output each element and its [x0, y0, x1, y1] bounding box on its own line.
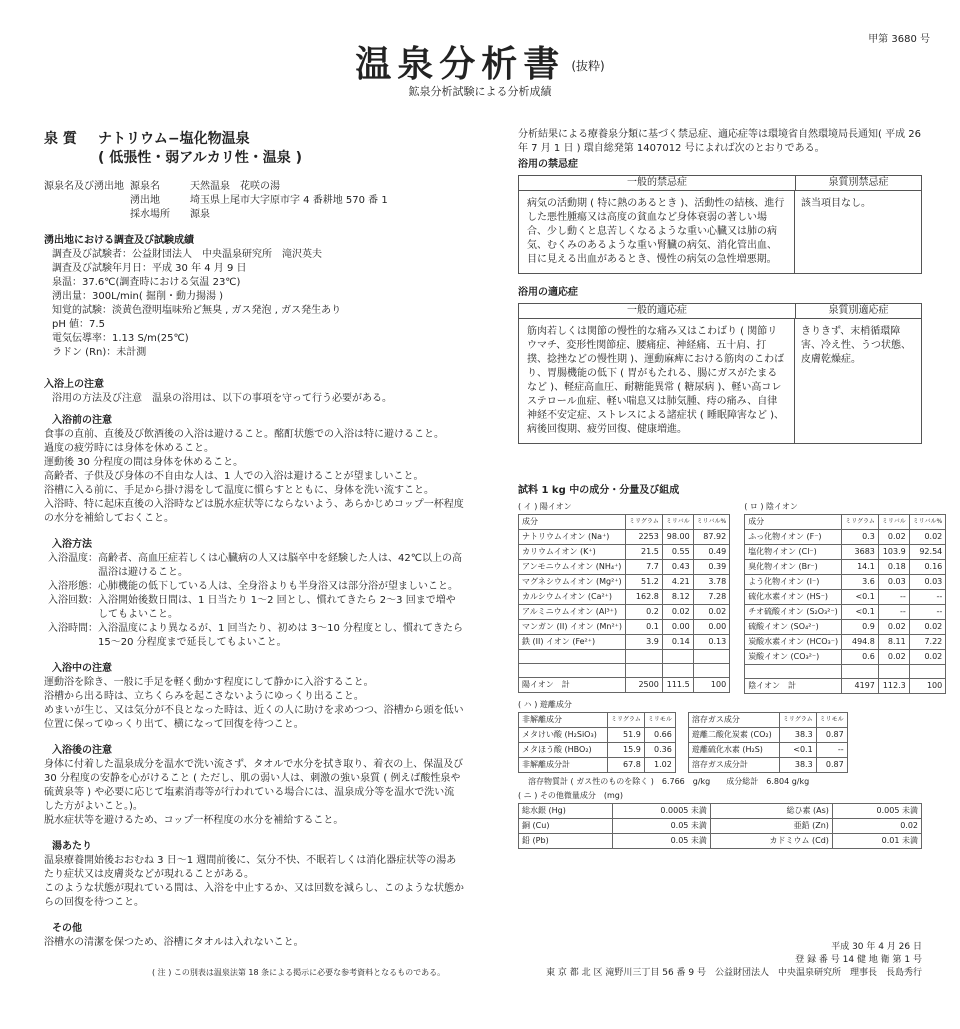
total-cell: 111.5: [662, 678, 693, 693]
component-value: 8.12: [662, 590, 693, 605]
blank-cell: [878, 665, 909, 679]
blank-row: [519, 664, 730, 678]
component-value: カドミウム (Cd): [710, 834, 832, 849]
component-value: 0.02: [909, 530, 946, 545]
survey-heading: 湧出地における調査及び試験成績: [44, 235, 194, 246]
column-header: 溶存ガス成分: [688, 713, 779, 728]
table-row: [519, 728, 676, 743]
component-value: 3.9: [626, 635, 663, 650]
table-row: [745, 575, 946, 590]
solid-total: 溶存物質計 ( ガス性のものを除く ) 6.766 g/kg 成分総計 6.804 g/kg: [528, 777, 810, 786]
table-row: [745, 620, 946, 635]
method-value: 入浴開始後数日間は、1 日当たり 1〜2 回とし、慣れてきたら 2〜3 回まで増やしてもよいこと。: [98, 595, 456, 620]
column-header: ミリバル%: [693, 515, 730, 530]
survey-line: ラドン (Rn)：未計測: [52, 347, 147, 358]
table-row: [519, 560, 730, 575]
component-name: アンモニウムイオン (NH₄⁺): [519, 560, 626, 575]
yuatari-line: このような状態が現れている間は、入浴を中止するか、又は回数を減らし、このような状態からの回復を待つこと。: [44, 883, 464, 908]
component-value: 0.02: [909, 650, 946, 665]
component-value: --: [878, 590, 909, 605]
column-header: ミリバル: [878, 515, 909, 530]
source-row: [130, 194, 388, 208]
total-cell: 非解離成分計: [519, 758, 608, 773]
before-line: 過度の疲労時には身体を休めること。: [44, 443, 214, 454]
component-value: 51.9: [608, 728, 645, 743]
before-line: 入浴時、特に起床直後の入浴時などは脱水症状等にならないよう、あらかじめコップ一杯程度の水分を補給しておくこと。: [44, 499, 464, 524]
before-line: 食事の直前、直後及び飲酒後の入浴は避けること。酩酊状態での入浴は特に避けること。: [44, 429, 444, 440]
component-value: 0.00: [662, 620, 693, 635]
blank-cell: [662, 664, 693, 678]
total-row: [519, 678, 730, 693]
spring-quality-label: 泉 質: [44, 131, 77, 147]
indic-box: [518, 303, 922, 444]
table-row: [519, 635, 730, 650]
component-value: 0.18: [878, 560, 909, 575]
contra-heading: 浴用の禁忌症: [518, 159, 578, 170]
component-name: 臭化物イオン (Br⁻): [745, 560, 842, 575]
survey-line: 調査及び試験年月日：平成 30 年 4 月 9 日: [52, 263, 247, 274]
indic-general-header: 一般的適応症: [519, 304, 796, 318]
indic-heading: 浴用の適応症: [518, 287, 578, 298]
ion-tables: [518, 500, 943, 694]
component-value: 0.49: [693, 545, 730, 560]
title-note: (抜粋): [571, 59, 605, 73]
indic-header: [519, 304, 921, 319]
table-row: [745, 605, 946, 620]
footnote: ( 注 ) この別表は温泉法第 18 条による掲示に必要な参考資料となるものである。: [152, 968, 446, 977]
after-line: 脱水症状等を避けるため、コップ一杯程度の水分を補給すること。: [44, 815, 344, 826]
component-value: 0.00: [693, 620, 730, 635]
component-value: 21.5: [626, 545, 663, 560]
total-cell: 0.87: [816, 758, 847, 773]
component-value: 14.1: [842, 560, 879, 575]
component-value: --: [909, 605, 946, 620]
table-row: [745, 545, 946, 560]
component-value: 0.02: [693, 605, 730, 620]
table-header-row: [745, 515, 946, 530]
table-header-row: [688, 713, 847, 728]
contra-general-text: 病気の活動期 ( 特に熱のあるとき )、活動性の結核、進行した悪性腫瘍又は高度の貧血など身体衰弱の著しい場合、少し動くと息苦しくなるような重い心臓又は肺の病気、むくみのあるような重い腎臓の病気、消化管出血、目に見える出血があるとき、慢性の病気の急性増悪期。: [519, 191, 795, 273]
component-value: --: [878, 605, 909, 620]
column-header: ミリグラム: [779, 713, 816, 728]
contra-general-header: 一般的禁忌症: [519, 176, 796, 190]
survey-line: 湧出量：300L/min( 掘削・動力揚湯 ): [52, 291, 224, 302]
component-name: 総水銀 (Hg): [519, 804, 613, 819]
blank-cell: [626, 664, 663, 678]
component-value: 3683: [842, 545, 879, 560]
anion-table: [744, 514, 946, 694]
blank-cell: [745, 665, 842, 679]
survey-line: pH 値：7.5: [52, 319, 105, 330]
total-cell: 100: [693, 678, 730, 693]
table-row: [519, 819, 922, 834]
source-value: 天然温泉 花咲の湯: [190, 181, 280, 192]
component-value: 0.02: [878, 530, 909, 545]
blank-cell: [842, 665, 879, 679]
free-tables: [518, 712, 922, 773]
total-cell: 陰イオン 計: [745, 679, 842, 694]
component-value: 38.3: [779, 728, 816, 743]
method-row: [44, 580, 464, 594]
indic-specific-text: きりきず、末梢循環障害、冷え性、うつ状態、皮膚乾燥症。: [801, 326, 911, 365]
component-name: ナトリウムイオン (Na⁺): [519, 530, 626, 545]
component-value: 7.28: [693, 590, 730, 605]
caution-section: [44, 378, 464, 406]
method-heading: 入浴方法: [52, 539, 92, 550]
component-value: 494.8: [842, 635, 879, 650]
component-value: --: [909, 590, 946, 605]
total-row: [745, 679, 946, 694]
component-value: 0.01 未満: [832, 834, 921, 849]
total-cell: 67.8: [608, 758, 645, 773]
table-row: [745, 650, 946, 665]
column-header: ミリグラム: [608, 713, 645, 728]
component-name: カリウムイオン (K⁺): [519, 545, 626, 560]
component-value: <0.1: [779, 743, 816, 758]
yuatari-heading: 湯あたり: [52, 841, 92, 852]
total-cell: 100: [909, 679, 946, 694]
component-value: 0.13: [693, 635, 730, 650]
method-row: [44, 622, 464, 650]
total-cell: 4197: [842, 679, 879, 694]
after-line: 身体に付着した温泉成分を温水で洗い流さず、タオルで水分を拭き取り、着衣の上、保温及び 30 分程度の安静を心がけること ( ただし、肌の弱い人は、刺激の強い泉質 ( 例えば酸性泉や硫黄泉等 ) や必要に応じて塩素消毒等が行われている場合には、温泉成分等を温水で洗い流した方がよいこと。)。: [44, 759, 464, 812]
source-value: 埼玉県上尾市大字原市字 4 番耕地 570 番 1: [190, 195, 388, 206]
component-name: カルシウムイオン (Ca²⁺): [519, 590, 626, 605]
component-value: 0.02: [832, 819, 921, 834]
indic-specific-header: 泉質別適応症: [828, 305, 889, 316]
method-value: 高齢者、高血圧症若しくは心臓病の人又は脳卒中を経験した人は、42℃以上の高温浴は避けること。: [98, 553, 462, 578]
component-value: 0.03: [909, 575, 946, 590]
component-value: 4.21: [662, 575, 693, 590]
table-row: [745, 635, 946, 650]
method-row: [44, 552, 464, 580]
column-header: ミリバル: [662, 515, 693, 530]
before-line: 高齢者、子供及び身体の不自由な人は、1 人での入浴は避けることが望ましいこと。: [44, 471, 424, 482]
spring-quality-name: ナトリウム−塩化物温泉: [98, 131, 250, 147]
component-value: 0.02: [909, 620, 946, 635]
blank-row: [519, 650, 730, 664]
component-value: 亜鉛 (Zn): [710, 819, 832, 834]
blank-row: [745, 665, 946, 679]
component-value: 0.02: [878, 650, 909, 665]
method-value: 入浴温度により異なるが、1 回当たり、初めは 3〜10 分程度とし、慣れてきたら 15〜20 分程度まで延長してもよいこと。: [98, 623, 463, 648]
component-value: 2253: [626, 530, 663, 545]
table-row: [519, 743, 676, 758]
survey-section: [44, 234, 464, 360]
page-subtitle: 鉱泉分析試験による分析成績: [408, 85, 552, 98]
before-section: [44, 414, 464, 526]
component-value: 0.1: [626, 620, 663, 635]
total-row: [519, 758, 676, 773]
component-value: 103.9: [878, 545, 909, 560]
page-title-block: [0, 36, 960, 87]
component-value: 92.54: [909, 545, 946, 560]
cation-table: [518, 514, 730, 693]
footer-block: [546, 941, 922, 980]
blank-cell: [519, 664, 626, 678]
column-header: ミリバル%: [909, 515, 946, 530]
table-row: [519, 804, 922, 819]
blank-cell: [626, 650, 663, 664]
total-cell: 2500: [626, 678, 663, 693]
after-section: [44, 744, 464, 828]
other-heading: その他: [52, 923, 82, 934]
component-name: 硫化水素イオン (HS⁻): [745, 590, 842, 605]
column-header: 成分: [745, 515, 842, 530]
component-value: 8.11: [878, 635, 909, 650]
source-row: [130, 208, 388, 222]
contra-header: [519, 176, 921, 191]
component-value: 0.36: [644, 743, 675, 758]
component-name: 炭酸イオン (CO₃²⁻): [745, 650, 842, 665]
contra-specific-header: 泉質別禁忌症: [828, 177, 889, 188]
component-value: 162.8: [626, 590, 663, 605]
blank-cell: [693, 664, 730, 678]
component-value: 0.43: [662, 560, 693, 575]
survey-line: 知覚的試験：淡黄色澄明塩味殆ど無臭 , ガス発泡 , ガス発生あり: [52, 305, 342, 316]
component-name: チオ硫酸イオン (S₂O₃²⁻): [745, 605, 842, 620]
component-name: ふっ化物イオン (F⁻): [745, 530, 842, 545]
survey-lines: [44, 248, 464, 360]
table-row: [519, 834, 922, 849]
during-line: 運動浴を除き、一般に手足を軽く動かす程度にして静かに入浴すること。: [44, 677, 374, 688]
component-name: マグネシウムイオン (Mg²⁺): [519, 575, 626, 590]
total-row: [688, 758, 847, 773]
component-value: 87.92: [693, 530, 730, 545]
component-value: 0.02: [662, 605, 693, 620]
component-value: 0.2: [626, 605, 663, 620]
component-value: 0.66: [644, 728, 675, 743]
nd-label: ( ハ ) 遊離成分: [518, 700, 572, 709]
table-row: [519, 530, 730, 545]
method-row: [44, 594, 464, 622]
total-cell: 1.02: [644, 758, 675, 773]
caution-heading: 入浴上の注意: [44, 379, 104, 390]
source-key: 湧出地: [130, 195, 160, 206]
blank-cell: [662, 650, 693, 664]
source-row: [130, 180, 388, 194]
component-value: <0.1: [842, 605, 879, 620]
total-cell: 陽イオン 計: [519, 678, 626, 693]
component-value: 0.05 未満: [612, 834, 710, 849]
source-key: 源泉名: [130, 181, 160, 192]
blank-cell: [693, 650, 730, 664]
table-row: [745, 590, 946, 605]
during-line: 浴槽から出る時は、立ちくらみを起こさないようにゆっくり出ること。: [44, 691, 364, 702]
component-name: 遊離二酸化炭素 (CO₂): [688, 728, 779, 743]
blank-cell: [519, 650, 626, 664]
table-row: [519, 575, 730, 590]
component-name: よう化物イオン (I⁻): [745, 575, 842, 590]
during-section: [44, 662, 464, 732]
document-number: 甲第 3680 号: [868, 34, 930, 45]
table-row: [519, 590, 730, 605]
before-heading: 入浴前の注意: [52, 415, 112, 426]
source-label: 源泉名及び湧出地: [44, 181, 124, 192]
left-column: [44, 130, 464, 950]
footer-date: 平成 30 年 4 月 26 日: [831, 942, 922, 952]
before-line: 運動後 30 分程度の間は身体を休めること。: [44, 457, 244, 468]
table-header-row: [519, 713, 676, 728]
survey-line: 調査及び試験者：公益財団法人 中央温泉研究所 滝沢英夫: [52, 249, 322, 260]
component-name: メタほう酸 (HBO₂): [519, 743, 608, 758]
component-name: 硫酸イオン (SO₄²⁻): [745, 620, 842, 635]
component-value: 0.9: [842, 620, 879, 635]
component-value: <0.1: [842, 590, 879, 605]
blank-cell: [909, 665, 946, 679]
component-name: アルミニウムイオン (Al³⁺): [519, 605, 626, 620]
component-value: 0.14: [662, 635, 693, 650]
indic-general-text: 筋肉若しくは関節の慢性的な痛み又はこわばり ( 関節リウマチ、変形性関節症、腰痛症、神経痛、五十肩、打撲、捻挫などの慢性期 )、運動麻痺における筋肉のこわばり、胃腸機能の低下 ( 胃がもたれる、腸にガスがたまるなど )、軽症高血圧、耐糖能異常 ( 糖尿病 )、軽い高コレステロール血症、軽い喘息又は肺気腫、痔の痛み、自律神経不安定症、ストレスによる諸症状 ( 睡眠障害など )、病後回復期、疲労回復、健康増進。: [519, 319, 795, 443]
component-value: 98.00: [662, 530, 693, 545]
contra-specific-text: 該当項目なし。: [801, 198, 871, 209]
component-name: 炭酸水素イオン (HCO₃⁻): [745, 635, 842, 650]
total-cell: 112.3: [878, 679, 909, 694]
source-info: [44, 180, 464, 222]
total-cell: 溶存ガス成分計: [688, 758, 779, 773]
component-value: 7.22: [909, 635, 946, 650]
component-value: 0.0005 未満: [612, 804, 710, 819]
component-name: 塩化物イオン (Cl⁻): [745, 545, 842, 560]
component-name: 鉄 (II) イオン (Fe²⁺): [519, 635, 626, 650]
component-value: 3.78: [693, 575, 730, 590]
contra-body: [519, 191, 921, 273]
component-value: 0.3: [842, 530, 879, 545]
before-line: 浴槽に入る前に、手足から掛け湯をして温度に慣らすとともに、身体を洗い流すこと。: [44, 485, 434, 496]
after-heading: 入浴後の注意: [52, 745, 112, 756]
table-header-row: [519, 515, 730, 530]
component-value: 0.87: [816, 728, 847, 743]
cation-block: [518, 500, 730, 694]
component-value: 0.39: [693, 560, 730, 575]
other-section: [44, 922, 464, 950]
component-value: 0.6: [842, 650, 879, 665]
column-header: ミリグラム: [626, 515, 663, 530]
column-header: ミリグラム: [842, 515, 879, 530]
yuatari-line: 温泉療養開始後おおむね 3 日〜1 週間前後に、気分不快、不眠若しくは消化器症状等の湯あたり症状又は皮膚炎などが現れることがある。: [44, 855, 457, 880]
spring-quality-class: ( 低張性・弱アルカリ性・温泉 ): [98, 150, 302, 166]
anion-block: [744, 500, 946, 694]
table-row: [519, 605, 730, 620]
undissociated-table: [518, 712, 676, 773]
survey-line: 泉温：37.6℃(調査時における気温 23℃): [52, 277, 241, 288]
table-row: [519, 545, 730, 560]
component-value: 3.6: [842, 575, 879, 590]
anion-label: ( ロ ) 陰イオン: [744, 502, 798, 511]
column-header: 非解離成分: [519, 713, 608, 728]
page-title: 温泉分析書: [355, 44, 566, 85]
notice-text: 分析結果による療養泉分類に基づく禁忌症、適応症等は環境省自然環境局長通知( 平成 26 年 7 月 1 日 ) 環自総発第 1407012 号によれば次のとおりである。: [518, 129, 921, 154]
cation-label: ( イ ) 陽イオン: [518, 502, 572, 511]
component-value: 0.005 未満: [832, 804, 921, 819]
component-name: メタけい酸 (H₂SiO₃): [519, 728, 608, 743]
component-value: 51.2: [626, 575, 663, 590]
component-value: 7.7: [626, 560, 663, 575]
composition-heading: 試料 1 kg 中の成分・分量及び組成: [518, 485, 680, 496]
method-value: 心肺機能の低下している人は、全身浴よりも半身浴又は部分浴が望ましいこと。: [98, 581, 458, 592]
during-line: めまいが生じ、又は気分が不良となった時は、近くの人に助けを求めつつ、浴槽から頭を低い位置に保ってゆっくり出て、横になって回復を待つこと。: [44, 705, 464, 730]
component-name: 鉛 (Pb): [519, 834, 613, 849]
caution-intro: 浴用の方法及び注意 温泉の浴用は、以下の事項を守って行う必要がある。: [52, 393, 392, 404]
indic-body: [519, 319, 921, 443]
table-row: [688, 743, 847, 758]
component-value: --: [816, 743, 847, 758]
method-key: 入浴時間：: [48, 623, 98, 634]
other-line: 浴槽水の清潔を保つため、浴槽にタオルは入れないこと。: [44, 937, 304, 948]
table-row: [745, 560, 946, 575]
trace-label: ( ニ ) その他微量成分 (mg): [518, 791, 623, 800]
component-value: 0.16: [909, 560, 946, 575]
table-row: [745, 530, 946, 545]
column-header: ミリモル: [644, 713, 675, 728]
component-value: 0.55: [662, 545, 693, 560]
column-header: 成分: [519, 515, 626, 530]
component-value: 15.9: [608, 743, 645, 758]
during-heading: 入浴中の注意: [52, 663, 112, 674]
footer-registration: 登 録 番 号 14 健 地 衛 第 1 号: [795, 955, 922, 965]
method-section: [44, 538, 464, 650]
table-row: [519, 620, 730, 635]
footer-address: 東 京 都 北 区 滝野川三丁目 56 番 9 号 公益財団法人 中央温泉研究所 理事長 長島秀行: [546, 968, 922, 978]
table-row: [688, 728, 847, 743]
component-value: 0.05 未満: [612, 819, 710, 834]
method-key: 入浴温度：: [48, 553, 98, 564]
survey-line: 電気伝導率：1.13 S/m(25℃): [52, 333, 189, 344]
total-cell: 38.3: [779, 758, 816, 773]
source-value: 源泉: [190, 209, 210, 220]
contra-box: [518, 175, 922, 274]
component-value: 0.02: [878, 620, 909, 635]
component-name: 遊離硫化水素 (H₂S): [688, 743, 779, 758]
column-header: ミリモル: [816, 713, 847, 728]
component-value: 総ひ素 (As): [710, 804, 832, 819]
yuatari-section: [44, 840, 464, 910]
component-name: 銅 (Cu): [519, 819, 613, 834]
spring-quality: [44, 130, 464, 168]
trace-table: [518, 803, 922, 849]
method-key: 入浴回数：: [48, 595, 98, 606]
component-value: 0.03: [878, 575, 909, 590]
source-key: 採水場所: [130, 209, 170, 220]
gas-table: [688, 712, 848, 773]
right-column: [518, 128, 943, 849]
component-name: マンガン (II) イオン (Mn²⁺): [519, 620, 626, 635]
method-key: 入浴形態：: [48, 581, 98, 592]
